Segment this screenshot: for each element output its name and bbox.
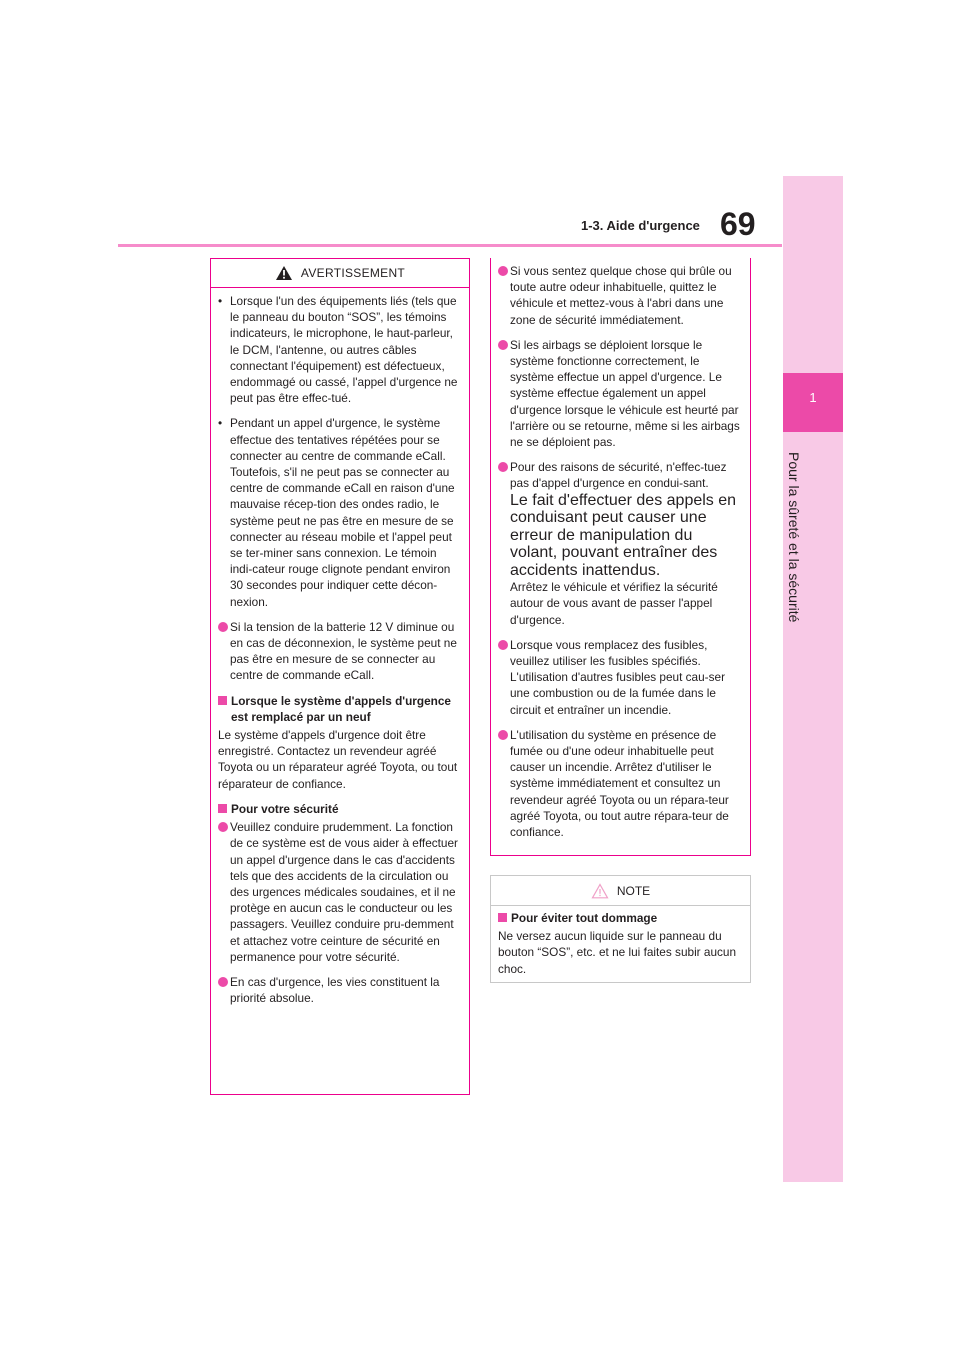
square-bullet-icon [498, 913, 507, 922]
warning-header [211, 259, 469, 288]
list-item: En cas d'urgence, les vies constituent la priorité absolue. [218, 974, 460, 1006]
list-item: Veuillez conduire prudemment. La fonction de ce système est de vous aider à effectuer un appel d'urgence dans le cas d'accidents tels que des accidents de la circulation ou des urgences médicales soudaines, et il ne protège en aucun cas le conducteur ou les passagers. Veuillez conduire pru-demment et attachez votre ceinture de sécurité en permanence pour votre sécurité. [218, 819, 460, 965]
note-header [491, 876, 750, 906]
subheading: Pour votre sécurité [218, 801, 460, 817]
emphasis-text: Le fait d'effectuer des appels en conduisant peut causer une erreur de manipulation du volant, pouvant entraîner des accidents inattendus. [510, 491, 737, 579]
bullet-dot-icon [218, 977, 228, 987]
note-title: NOTE [616, 883, 651, 898]
square-bullet-icon [218, 804, 227, 813]
page-number: 69 [720, 206, 756, 242]
bullet-dot-icon [218, 822, 228, 832]
list-item: Pour des raisons de sécurité, n'effec-tuez pas d'appel d'urgence en condui-sant. Le fait d'effectuer des appels en conduisant peut causer une erreur de manipulation du volant, pouvant entraîner des accidents inattendus. Arrêtez le véhicule et vérifiez la sécurité autour de vous avant de passer l'appel d'urgence. [498, 459, 741, 628]
warning-box-continued [490, 258, 751, 856]
list-item: Lorsque vous remplacez des fusibles, veuillez utiliser les fusibles spécifiés. L'utilisation d'autres fusibles peut cau-ser une combustion ou de la fumée dans le circuit et entraîner un incendie. [498, 637, 741, 718]
bullet-dot-icon [498, 640, 508, 650]
bullet-dot-icon [218, 622, 228, 632]
caution-triangle-icon [591, 883, 609, 899]
warning-body [211, 288, 469, 1006]
bullet-dot-icon [498, 462, 508, 472]
list-item: Si vous sentez quelque chose qui brûle ou toute autre odeur inhabituelle, quittez le véhicule et mettez-vous à l'abri dans une zone de sécurité immédiatement. [498, 263, 741, 328]
bullet-dot-icon [498, 266, 508, 276]
paragraph: Ne versez aucun liquide sur le panneau du bouton “SOS”, etc. et ne lui faites subir aucun choc. [498, 929, 737, 976]
note-box [490, 875, 751, 983]
list-item: • Pendant un appel d'urgence, le système effectue des tentatives répétées pour se connecter au centre de commande eCall. Toutefois, s'il ne peut pas se connecter au centre de commande eCall en raison d'une mauvaise récep-tion des ondes radio, le système peut ne pas être en mesure de se connecter au réseau mobile et l'appel peut se ter-miner sans connexion. Le témoin indi-cateur rouge clignote pendant environ 30 secondes pour indiquer cette décon-nexion. [218, 416, 455, 609]
warning-triangle-icon [275, 265, 293, 281]
chapter-number: 1 [809, 390, 817, 405]
chapter-label: Pour la sûreté et la sécurité [786, 452, 802, 623]
warning-title: AVERTISSEMENT [300, 266, 406, 280]
square-bullet-icon [218, 696, 227, 705]
subheading: Pour éviter tout dommage [498, 910, 742, 926]
bullet-dot-icon [498, 340, 508, 350]
list-item: • Lorsque l'un des équipements liés (tels que le panneau du bouton “SOS”, les témoins indicateurs, le microphone, le haut-parleur, le DCM, l'antenne, ou autres câbles connectant l'équipement) est défectueux, endommagé ou cassé, l'appel d'urgence ne peut pas être effec-tué. [218, 294, 458, 406]
subheading: Lorsque le système d'appels d'urgence est remplacé par un neuf [218, 693, 460, 725]
list-item: Si la tension de la batterie 12 V diminue ou en cas de déconnexion, le système peut ne pas être en mesure de se connecter au centre de commande eCall. [218, 619, 460, 684]
warning-box [210, 258, 470, 1095]
list-item: Si les airbags se déploient lorsque le système fonctionne correctement, le système effectue un appel d'urgence. Le système effectue également un appel d'urgence lorsque le véhicule est heurté par l'arrière ou se retourne, même si les airbags ne se déploient pas. [498, 337, 741, 450]
paragraph: Le système d'appels d'urgence doit être enregistré. Contactez un revendeur agréé Toyota ou un réparateur agréé Toyota, ou tout réparateur de confiance. [218, 728, 458, 791]
section-title: 1-3. Aide d'urgence [581, 218, 700, 233]
header-rule [118, 244, 782, 247]
bullet-dot-icon [498, 730, 508, 740]
warning-continued-body [491, 258, 750, 840]
list-item: L'utilisation du système en présence de fumée ou d'une odeur inhabituelle peut causer un incendie. Arrêtez d'utiliser le système immédiatement et consultez un revendeur agréé Toyota ou un répara-teur agréé Toyota, ou tout autre répara-teur de confiance. [498, 727, 741, 840]
note-body [491, 906, 750, 977]
